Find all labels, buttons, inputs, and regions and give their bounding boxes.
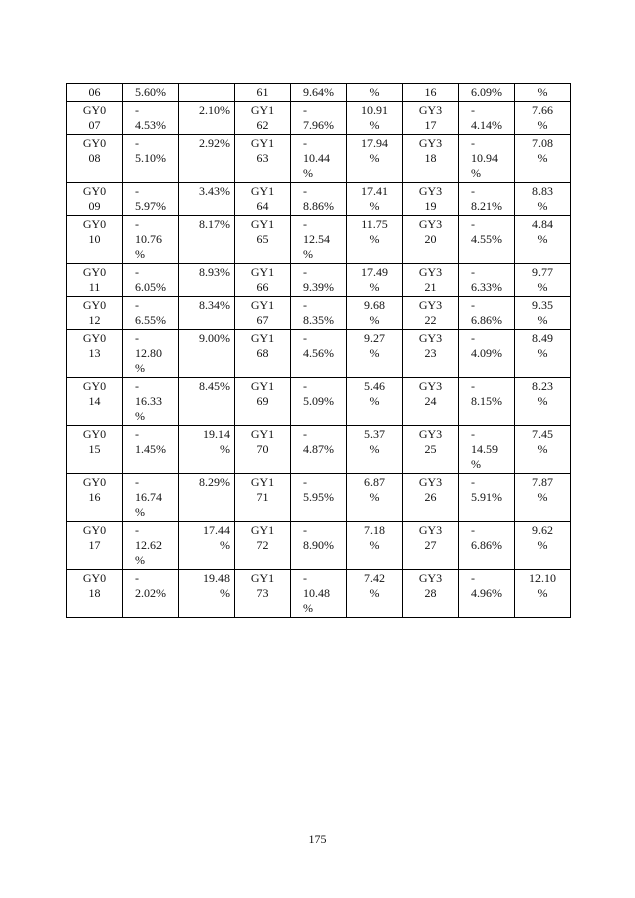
table-cell: 9.77 % [515, 264, 571, 297]
table-cell: GY3 23 [403, 330, 459, 378]
table-row [67, 378, 571, 426]
table-cell: 9.62 % [515, 522, 571, 570]
table-cell: GY0 08 [67, 135, 123, 183]
table-cell: 19.48 % [179, 570, 235, 618]
table-cell: - 4.56% [291, 330, 347, 378]
table-cell: GY3 21 [403, 264, 459, 297]
table-cell [179, 84, 235, 102]
table-cell: - 5.95% [291, 474, 347, 522]
data-table [66, 83, 571, 618]
table-cell: 10.91 % [347, 102, 403, 135]
page-number: 175 [308, 832, 327, 846]
table-cell: 19.14 % [179, 426, 235, 474]
table-cell: 17.94 % [347, 135, 403, 183]
table-cell: GY3 24 [403, 378, 459, 426]
table-cell: 9.00% [179, 330, 235, 378]
table-cell: 8.93% [179, 264, 235, 297]
table-cell: 6.09% [459, 84, 515, 102]
table-cell: - 6.86% [459, 297, 515, 330]
table-cell: 61 [235, 84, 291, 102]
table-cell: - 8.21% [459, 183, 515, 216]
table-row [67, 522, 571, 570]
table-cell: - 12.62 % [123, 522, 179, 570]
table-cell: 7.45 % [515, 426, 571, 474]
table-cell: - 4.09% [459, 330, 515, 378]
table-cell: - 6.86% [459, 522, 515, 570]
table-cell: GY3 28 [403, 570, 459, 618]
table-cell: GY3 22 [403, 297, 459, 330]
table-cell: 8.83 % [515, 183, 571, 216]
table-cell: 7.87 % [515, 474, 571, 522]
table-cell: 12.10 % [515, 570, 571, 618]
table-cell: GY1 65 [235, 216, 291, 264]
table-cell: - 4.53% [123, 102, 179, 135]
table-cell: 8.17% [179, 216, 235, 264]
table-cell: 2.10% [179, 102, 235, 135]
table-row [67, 474, 571, 522]
table-body [67, 84, 571, 618]
table-cell: - 8.86% [291, 183, 347, 216]
table-cell: 11.75 % [347, 216, 403, 264]
table-cell: - 5.91% [459, 474, 515, 522]
table-cell: - 4.14% [459, 102, 515, 135]
table-cell: - 1.45% [123, 426, 179, 474]
table-row [67, 264, 571, 297]
table-cell: - 6.55% [123, 297, 179, 330]
table-cell: 8.23 % [515, 378, 571, 426]
table-cell: - 10.48 % [291, 570, 347, 618]
table-cell: 8.29% [179, 474, 235, 522]
table-cell: 5.60% [123, 84, 179, 102]
table-row [67, 330, 571, 378]
table-cell: 17.41 % [347, 183, 403, 216]
table-cell: 9.27 % [347, 330, 403, 378]
table-cell: GY0 07 [67, 102, 123, 135]
table-cell: GY0 12 [67, 297, 123, 330]
table-cell: GY3 26 [403, 474, 459, 522]
table-cell: - 4.96% [459, 570, 515, 618]
table-cell: GY1 63 [235, 135, 291, 183]
table-cell: - 9.39% [291, 264, 347, 297]
table-cell: GY0 16 [67, 474, 123, 522]
table-cell: GY3 27 [403, 522, 459, 570]
table-cell: GY0 10 [67, 216, 123, 264]
table-cell: 2.92% [179, 135, 235, 183]
table-cell: - 5.10% [123, 135, 179, 183]
table-cell: - 14.59 % [459, 426, 515, 474]
table-cell: - 4.55% [459, 216, 515, 264]
table-cell: - 12.54 % [291, 216, 347, 264]
table-cell: GY1 66 [235, 264, 291, 297]
table-cell: - 8.90% [291, 522, 347, 570]
table-cell: 9.35 % [515, 297, 571, 330]
table-cell: GY1 67 [235, 297, 291, 330]
table-cell: 5.46 % [347, 378, 403, 426]
table-cell: 5.37 % [347, 426, 403, 474]
table-cell: GY1 72 [235, 522, 291, 570]
table-cell: 3.43% [179, 183, 235, 216]
table-cell: - 10.44 % [291, 135, 347, 183]
table-cell: 6.87 % [347, 474, 403, 522]
table-cell: - 4.87% [291, 426, 347, 474]
table-row [67, 135, 571, 183]
table-cell: GY0 14 [67, 378, 123, 426]
table-cell: 7.66 % [515, 102, 571, 135]
table-cell: - 10.76 % [123, 216, 179, 264]
table-cell: GY1 70 [235, 426, 291, 474]
table-cell: - 10.94 % [459, 135, 515, 183]
table-row [67, 84, 571, 102]
table-cell: GY3 25 [403, 426, 459, 474]
table-cell: 17.49 % [347, 264, 403, 297]
table-cell: GY3 17 [403, 102, 459, 135]
table-cell: 17.44 % [179, 522, 235, 570]
table-row [67, 297, 571, 330]
table-cell: - 16.74 % [123, 474, 179, 522]
table-cell: GY0 18 [67, 570, 123, 618]
table-cell: GY0 09 [67, 183, 123, 216]
table-cell: 4.84 % [515, 216, 571, 264]
table-row [67, 102, 571, 135]
table-cell: % [515, 84, 571, 102]
table-row [67, 216, 571, 264]
table-cell: - 8.15% [459, 378, 515, 426]
table-cell: % [347, 84, 403, 102]
table-cell: - 7.96% [291, 102, 347, 135]
table-cell: 06 [67, 84, 123, 102]
table-cell: GY1 62 [235, 102, 291, 135]
table-cell: - 5.09% [291, 378, 347, 426]
table-cell: - 12.80 % [123, 330, 179, 378]
table-cell: GY3 20 [403, 216, 459, 264]
table-cell: - 2.02% [123, 570, 179, 618]
table-cell: - 16.33 % [123, 378, 179, 426]
table-cell: GY3 19 [403, 183, 459, 216]
table-cell: 7.08 % [515, 135, 571, 183]
table-cell: 7.18 % [347, 522, 403, 570]
table-cell: GY1 73 [235, 570, 291, 618]
table-cell: GY1 68 [235, 330, 291, 378]
table-cell: 8.49 % [515, 330, 571, 378]
table-row [67, 570, 571, 618]
table-cell: - 5.97% [123, 183, 179, 216]
table-cell: 16 [403, 84, 459, 102]
table-cell: 9.68 % [347, 297, 403, 330]
table-cell: GY1 64 [235, 183, 291, 216]
table-cell: GY0 13 [67, 330, 123, 378]
table-row [67, 183, 571, 216]
table-cell: GY3 18 [403, 135, 459, 183]
table-cell: - 6.05% [123, 264, 179, 297]
table-cell: GY0 17 [67, 522, 123, 570]
table-cell: - 8.35% [291, 297, 347, 330]
table-cell: 8.45% [179, 378, 235, 426]
table-row [67, 426, 571, 474]
table-cell: GY0 15 [67, 426, 123, 474]
table-cell: 9.64% [291, 84, 347, 102]
table-cell: GY1 69 [235, 378, 291, 426]
table-cell: - 6.33% [459, 264, 515, 297]
table-cell: GY1 71 [235, 474, 291, 522]
table-cell: 8.34% [179, 297, 235, 330]
table-cell: GY0 11 [67, 264, 123, 297]
table-cell: 7.42 % [347, 570, 403, 618]
